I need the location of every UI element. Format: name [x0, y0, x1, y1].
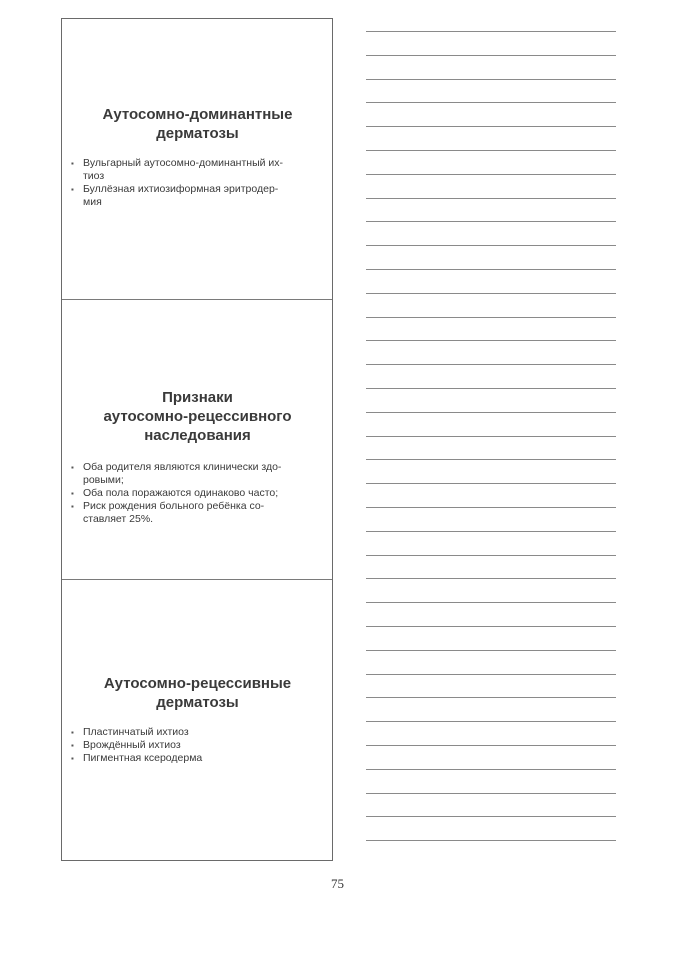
- bullet-list: [71, 157, 324, 209]
- note-line: [366, 626, 616, 627]
- note-line: [366, 555, 616, 556]
- list-item: ▪ Оба пола поражаются одинаково часто;: [71, 487, 324, 500]
- note-line: [366, 578, 616, 579]
- list-item: ▪ Риск рождения больного ребёнка со- ставляет 25%.: [71, 500, 324, 526]
- note-line: [366, 745, 616, 746]
- note-line: [366, 245, 616, 246]
- list-item: ▪ Врождённый ихтиоз: [71, 739, 324, 752]
- note-line: [366, 317, 616, 318]
- note-line: [366, 436, 616, 437]
- slide-title: Признаки аутосомно-рецессивного наследования: [103, 389, 292, 444]
- slide-title: Аутосомно-рецессивные дерматозы: [103, 675, 292, 711]
- note-line: [366, 507, 616, 508]
- note-line: [366, 602, 616, 603]
- note-line: [366, 126, 616, 127]
- note-line: [366, 721, 616, 722]
- list-item: ▪ Буллёзная ихтиозиформная эритродер- мия: [71, 183, 324, 209]
- note-line: [366, 840, 616, 841]
- note-line: [366, 31, 616, 32]
- note-line: [366, 388, 616, 389]
- note-line: [366, 102, 616, 103]
- note-line: [366, 340, 616, 341]
- bullet-list: [71, 726, 324, 765]
- slide-autosomal-recessive-dermatoses: [62, 579, 332, 861]
- note-line: [366, 79, 616, 80]
- page-number: 75: [331, 876, 344, 891]
- slides-column: [61, 18, 333, 861]
- note-line: [366, 650, 616, 651]
- note-line: [366, 364, 616, 365]
- notes-lines-area: [366, 31, 616, 861]
- slide-autosomal-dominant-dermatoses: [62, 19, 332, 300]
- note-line: [366, 198, 616, 199]
- note-line: [366, 793, 616, 794]
- note-line: [366, 412, 616, 413]
- note-line: [366, 697, 616, 698]
- list-item: ▪ Пигментная ксеродерма: [71, 752, 324, 765]
- note-line: [366, 150, 616, 151]
- note-line: [366, 293, 616, 294]
- note-line: [366, 269, 616, 270]
- note-line: [366, 221, 616, 222]
- note-line: [366, 483, 616, 484]
- note-line: [366, 55, 616, 56]
- list-item: ▪ Вульгарный аутосомно-доминантный их- тиоз: [71, 157, 324, 183]
- note-line: [366, 769, 616, 770]
- list-item: ▪ Оба родителя являются клинически здо- ровыми;: [71, 461, 324, 487]
- note-line: [366, 531, 616, 532]
- bullet-list: [71, 461, 324, 526]
- slide-title: Аутосомно-доминантные дерматозы: [102, 106, 293, 142]
- note-line: [366, 816, 616, 817]
- slide-autosomal-recessive-signs: [62, 299, 332, 580]
- note-line: [366, 174, 616, 175]
- note-line: [366, 459, 616, 460]
- note-line: [366, 674, 616, 675]
- list-item: ▪ Пластинчатый ихтиоз: [71, 726, 324, 739]
